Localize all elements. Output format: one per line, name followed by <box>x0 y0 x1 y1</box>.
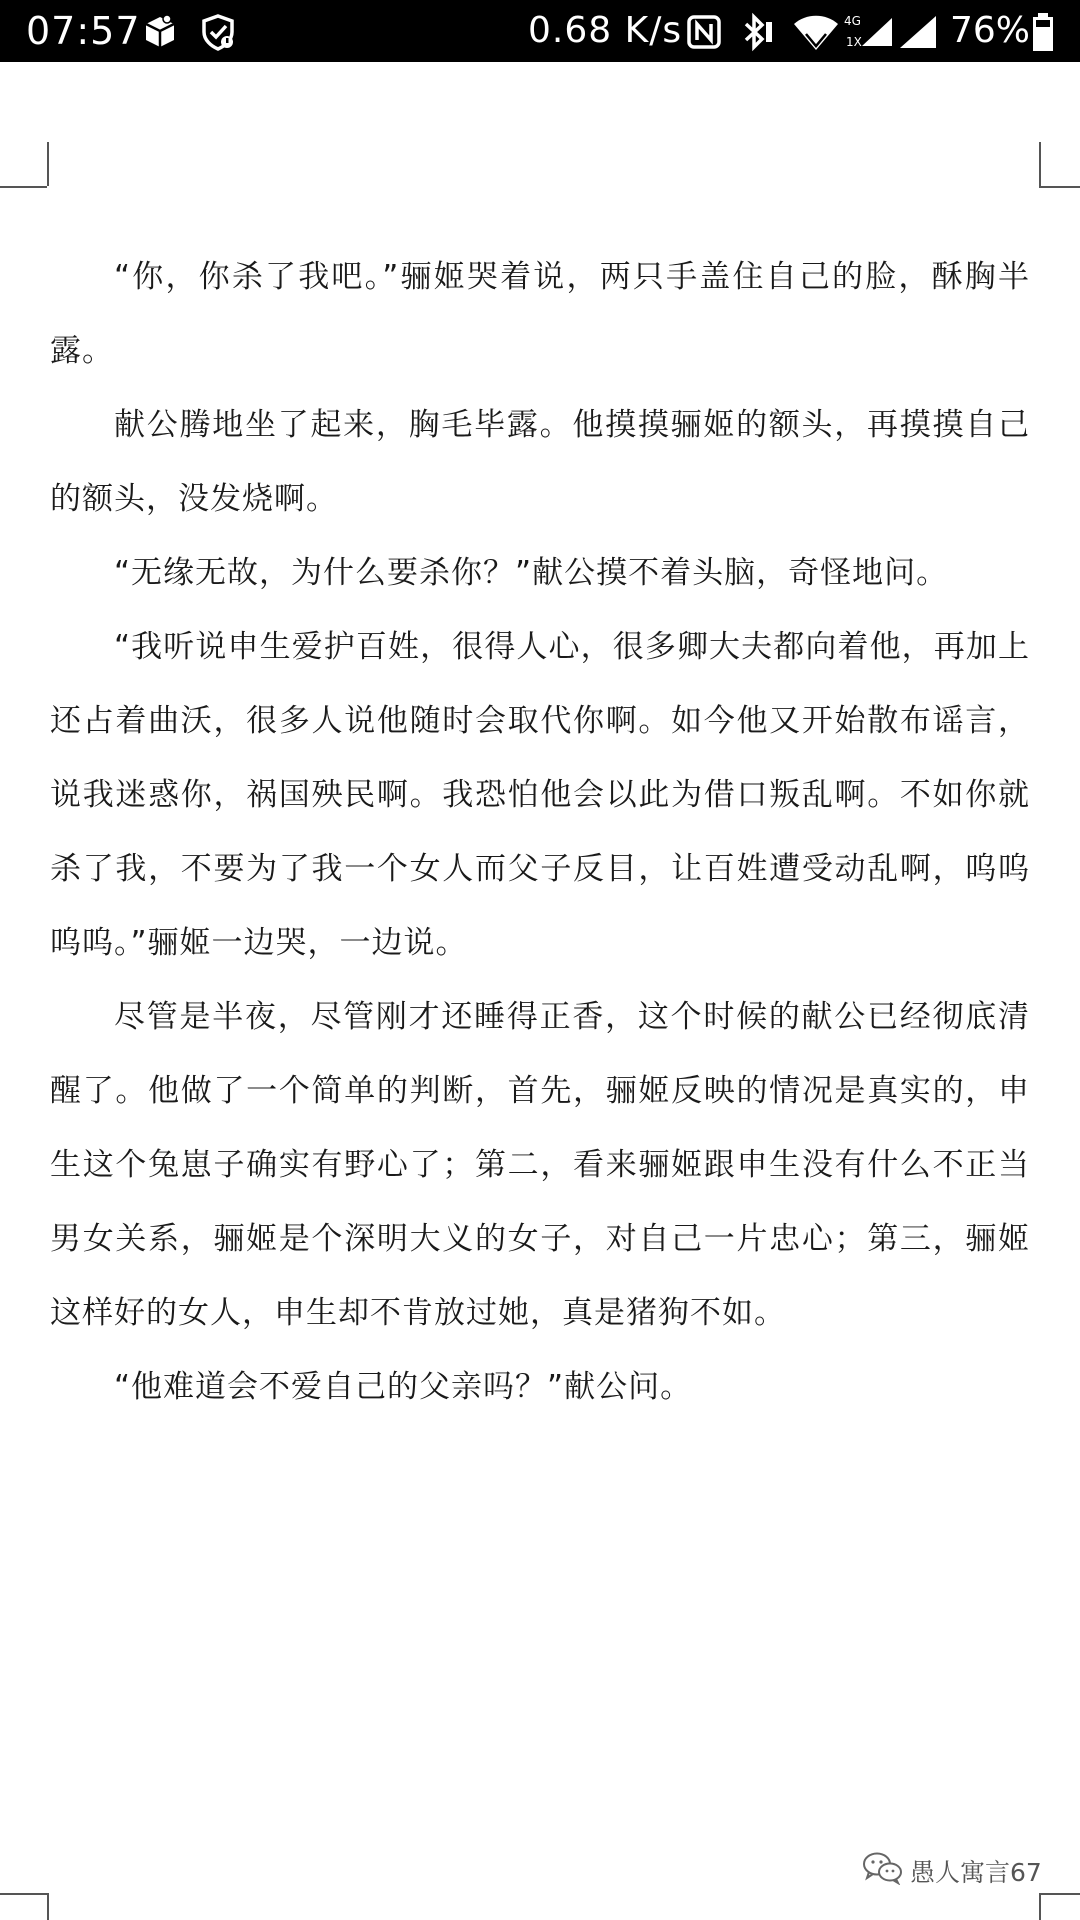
watermark <box>862 1851 1042 1891</box>
network-speed: 0.68 K/s <box>528 10 683 51</box>
paragraph-4: “我听说申生爱护百姓，很得人心，很多卿大夫都向着他，再加上还占着曲沃，很多人说他随时会取代你啊。如今他又开始散布谣言，说我迷惑你，祸国殃民啊。我恐怕他会以此为借口叛乱啊。不如你就杀了我，不要为了我一个女人而父子反目，让百姓遭受动乱啊，呜呜呜呜。”骊姬一边哭，一边说。 <box>50 629 1030 961</box>
wifi-icon <box>792 12 840 52</box>
document-body <box>50 240 1030 1424</box>
crop-mark-bottom-right-vertical <box>1039 1893 1041 1920</box>
paragraph-3: “无缘无故，为什么要杀你？”献公摸不着头脑，奇怪地问。 <box>114 555 949 591</box>
wechat-icon <box>862 1851 910 1891</box>
bluetooth-icon <box>736 12 776 52</box>
battery-icon <box>1032 12 1054 52</box>
crop-mark-top-left-vertical <box>47 142 49 186</box>
status-time: 07:57 <box>26 9 141 53</box>
vpn-shield-icon <box>198 12 238 52</box>
paragraph-1: “你，你杀了我吧。”骊姬哭着说，两只手盖住自己的脸，酥胸半露。 <box>50 259 1030 369</box>
watermark-text: 愚人寓言67 <box>910 1858 1042 1887</box>
paragraph-2: 献公腾地坐了起来，胸毛毕露。他摸摸骊姬的额头，再摸摸自己的额头，没发烧啊。 <box>50 407 1030 517</box>
paragraph-5: 尽管是半夜，尽管刚才还睡得正香，这个时候的献公已经彻底清醒了。他做了一个简单的判断，首先，骊姬反映的情况是真实的，申生这个兔崽子确实有野心了；第二，看来骊姬跟申生没有什么不正当男女关系，骊姬是个深明大义的女子，对自己一片忠心；第三，骊姬这样好的女人，申生却不肯放过她，真是猪狗不如。 <box>50 999 1030 1331</box>
crop-mark-bottom-left <box>0 1893 47 1895</box>
cellular-signal-icon-2 <box>898 12 940 52</box>
paragraph-6: “他难道会不爱自己的父亲吗？”献公问。 <box>114 1369 693 1405</box>
nfc-icon <box>684 12 724 52</box>
signal-label-1x: 1X <box>846 35 862 49</box>
crop-mark-bottom-left-vertical <box>47 1893 49 1920</box>
crop-mark-top-right-vertical <box>1039 142 1041 186</box>
cellular-signal-icon <box>860 12 894 52</box>
package-notification-icon <box>140 12 180 52</box>
crop-mark-top-right <box>1039 186 1080 188</box>
status-bar <box>0 0 1080 62</box>
battery-percent: 76% <box>950 10 1031 51</box>
crop-mark-bottom-right <box>1039 1893 1080 1895</box>
crop-mark-top-left <box>0 186 47 188</box>
signal-label-4g: 4G <box>844 14 861 28</box>
